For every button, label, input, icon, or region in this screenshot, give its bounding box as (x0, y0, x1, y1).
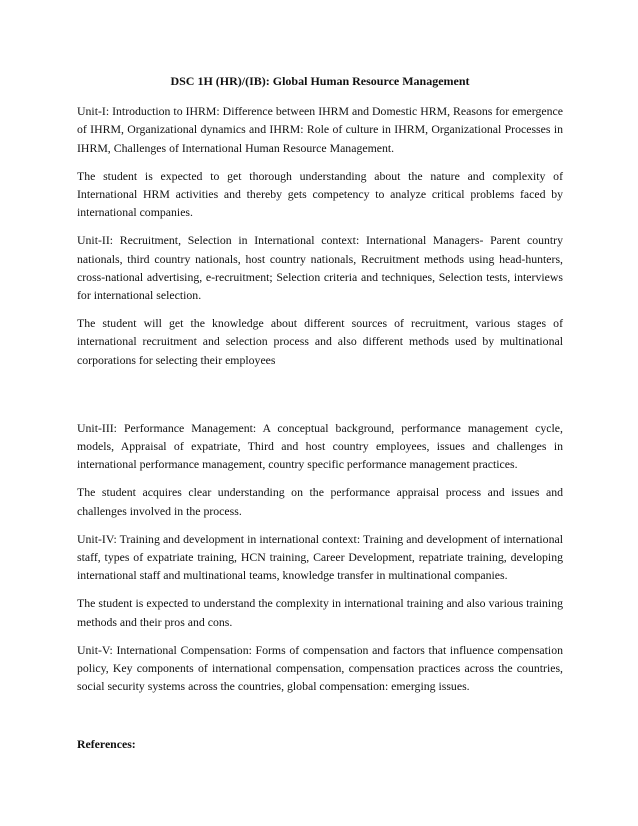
unit-2-paragraph: Unit-II: Recruitment, Selection in International context: International Managers- Parent country nationals, third country nationals, host country nationals, Recruitment methods using head-hunters, cross-national advertising, e-recruitment; Selection criteria and techniques, Selection tests, interviews for international selection. (77, 233, 563, 303)
unit-4-outcome-paragraph: The student is expected to understand the complexity in international training and also various training methods and their pros and cons. (77, 596, 563, 629)
unit-1-outcome-paragraph: The student is expected to get thorough understanding about the nature and complexity of International HRM activities and thereby gets competency to analyze critical problems faced by international companies. (77, 168, 563, 220)
spacer (77, 379, 563, 419)
unit-2-outcome-paragraph: The student will get the knowledge about different sources of recruitment, various stages of international recruitment and selection process and also different methods used by multinational corporations for selecting their employees (77, 316, 563, 367)
document-title: DSC 1H (HR)/(IB): Global Human Resource Management (170, 74, 470, 88)
unit-1-paragraph: Unit-I: Introduction to IHRM: Difference between IHRM and Domestic HRM, Reasons for emergence of IHRM, Organizational dynamics and IHRM: Role of culture in IHRM, Organizational Processes in IHRM, Challenges of International Human Resource Management. (77, 104, 563, 155)
unit-4-paragraph: Unit-IV: Training and development in international context: Training and development of international staff, types of expatriate training, HCN training, Career Development, repatriate training, developing international staff and multinational teams, knowledge transfer in multinational companies. (77, 531, 563, 583)
unit-5-paragraph: Unit-V: International Compensation: Forms of compensation and factors that influence compensation policy, Key components of international compensation, compensation practices across the countries, social security systems across the countries, global compensation: emerging issues. (77, 642, 563, 694)
unit-3-paragraph: Unit-III: Performance Management: A conceptual background, performance management cycle, models, Appraisal of expatriate, Third and host country employees, issues and challenges in international performance management, country specific performance management practices. (77, 420, 563, 472)
unit-3-outcome-paragraph: The student acquires clear understanding on the performance appraisal process and issues and challenges involved in the process. (77, 485, 563, 518)
references-heading: References: (77, 737, 136, 752)
document-page (77, 72, 563, 754)
spacer (77, 705, 563, 735)
